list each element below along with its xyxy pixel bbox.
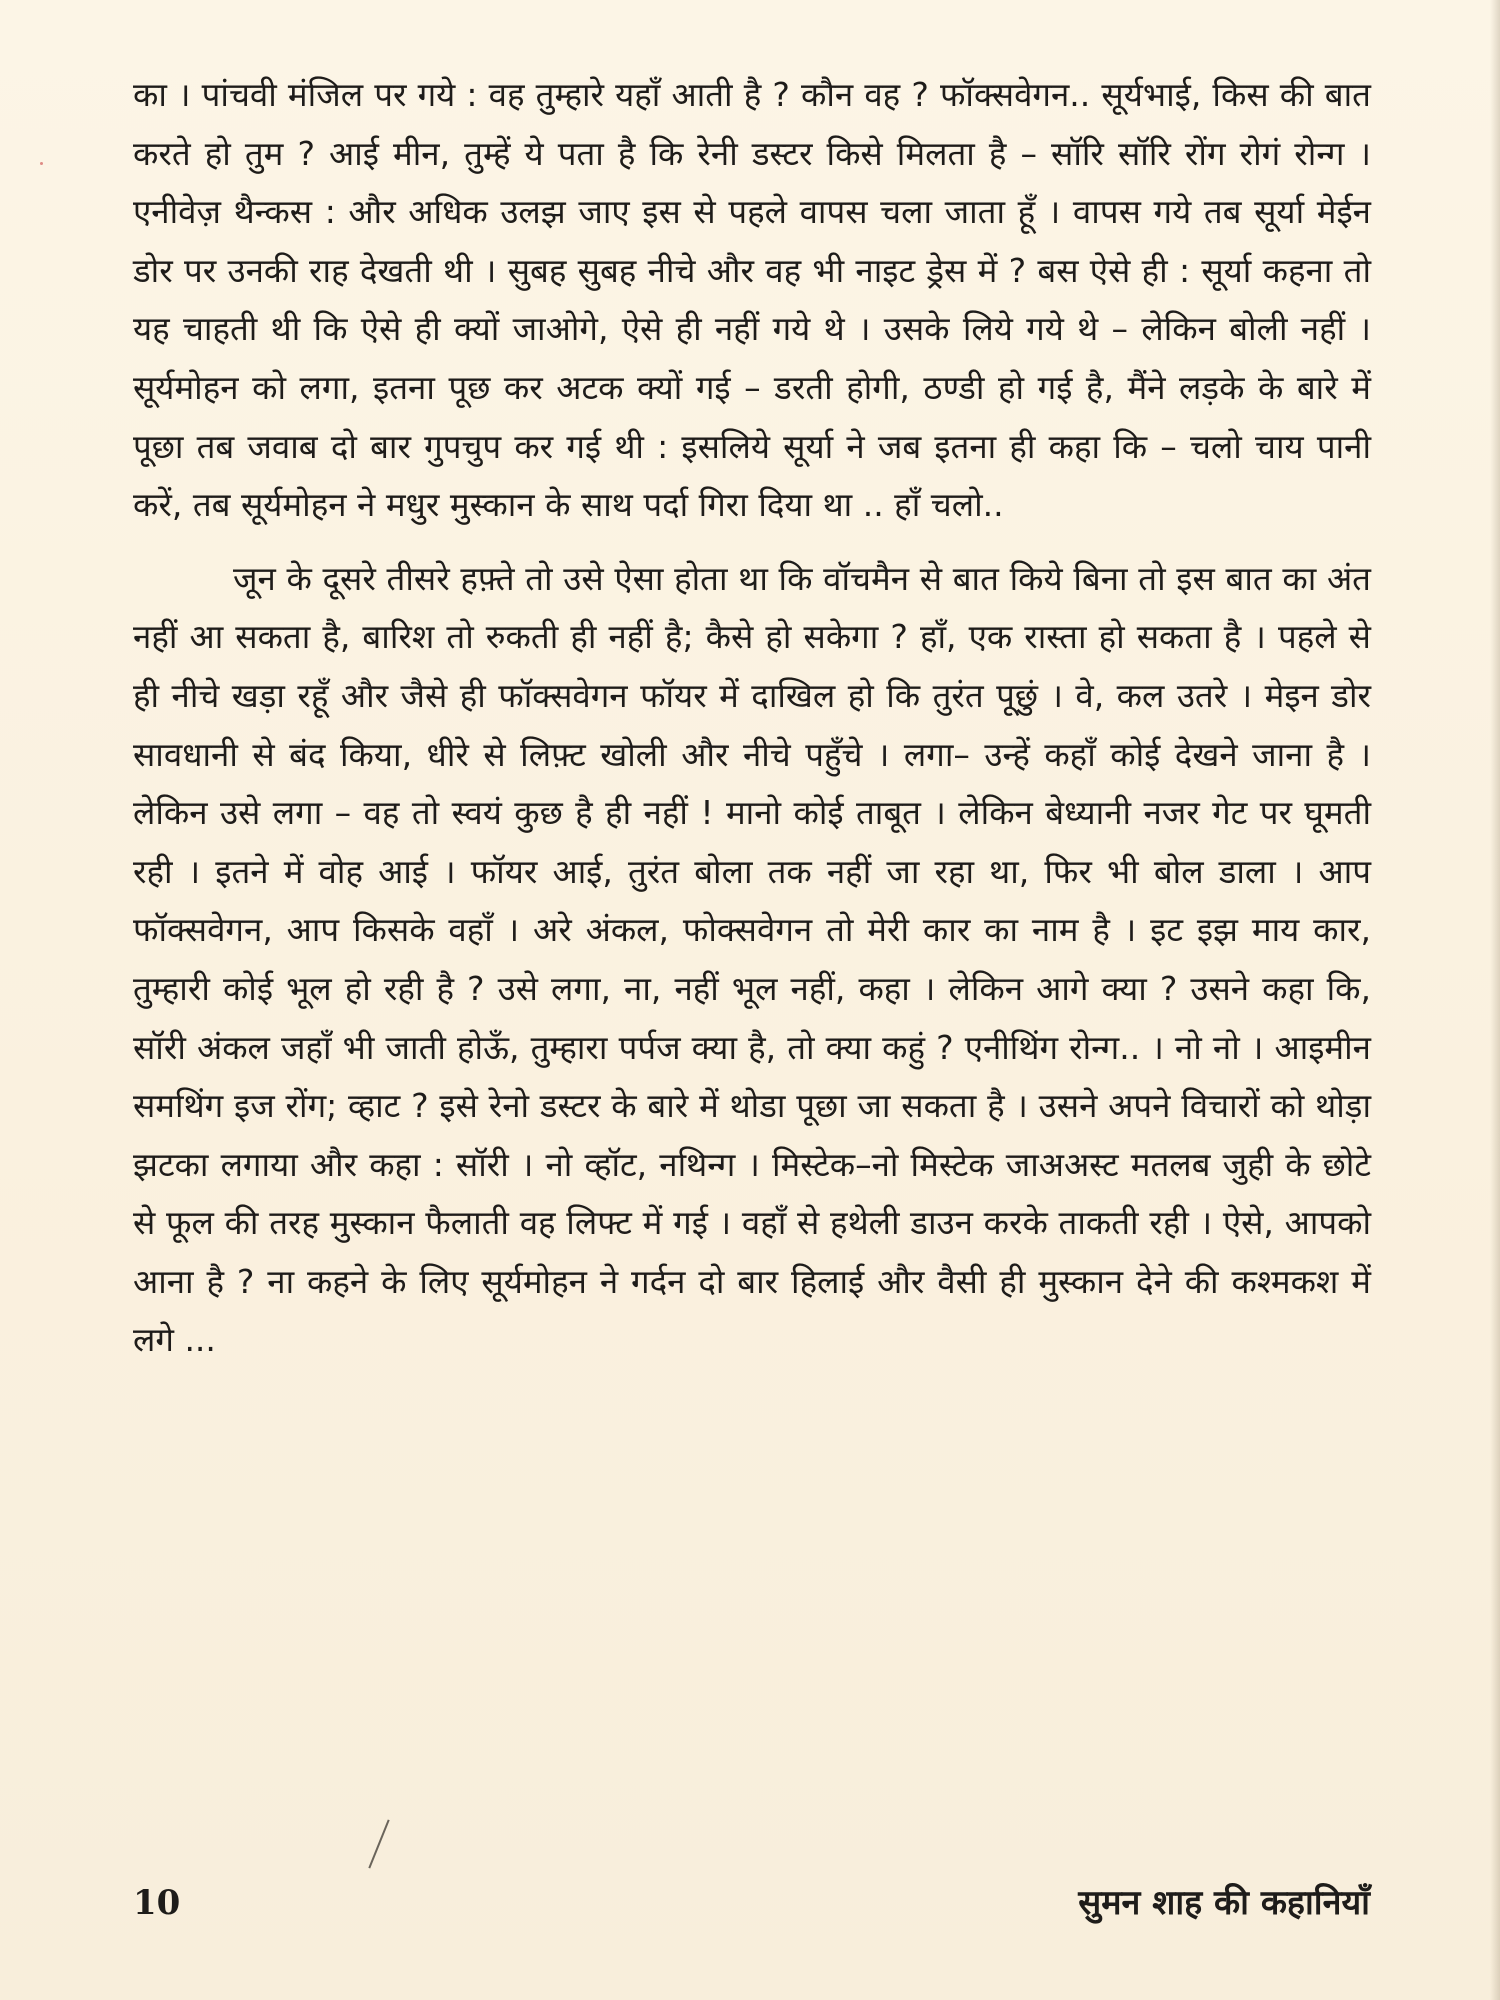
- scan-edge-shadow: [1490, 0, 1500, 2000]
- pen-stroke-mark: [368, 1820, 389, 1869]
- running-title: सुमन शाह की कहानियाँ: [1078, 1883, 1370, 1923]
- paragraph-1: का । पांचवी मंजिल पर गये : वह तुम्हारे यहाँ आती है ? कौन वह ? फॉक्सवेगन.. सूर्यभाई, किस की बात करते हो तुम ? आई मीन, तुम्हें ये पता है कि रेनी डस्टर किसे मिलता है – सॉरि सॉरि रोंग रोगं रोन्ग । एनीवेज़ थैन्कस : और अधिक उलझ जाए इस से पहले वापस चला जाता हूँ । वापस गये तब सूर्या मेईन डोर पर उनकी राह देखती थी । सुबह सुबह नीचे और वह भी नाइट ड्रेस में ? बस ऐसे ही : सूर्या कहना तो यह चाहती थी कि ऐसे ही क्यों जाओगे, ऐसे ही नहीं गये थे । उसके लिये गये थे – लेकिन बोली नहीं । सूर्यमोहन को लगा, इतना पूछ कर अटक क्यों गई – डरती होगी, ठण्डी हो गई है, मैंने लड़के के बारे में पूछा तब जवाब दो बार गुपचुप कर गई थी : इसलिये सूर्या ने जब इतना ही कहा कि – चलो चाय पानी करें, तब सूर्यमोहन ने मधुर मुस्कान के साथ पर्दा गिरा दिया था .. हाँ चलो..: [133, 75, 1371, 525]
- paragraph-2: जून के दूसरे तीसरे हफ़्ते तो उसे ऐसा होता था कि वॉचमैन से बात किये बिना तो इस बात का अंत नहीं आ सकता है, बारिश तो रुकती ही नहीं है; कैसे हो सकेगा ? हाँ, एक रास्ता हो सकता है । पहले से ही नीचे खड़ा रहूँ और जैसे ही फॉक्सवेगन फॉयर में दाखिल हो कि तुरंत पूछुं । वे, कल उतरे । मेइन डोर सावधानी से बंद किया, धीरे से लिफ़्ट खोली और नीचे पहुँचे । लगा– उन्हें कहाँ कोई देखने जाना है । लेकिन उसे लगा – वह तो स्वयं कुछ है ही नहीं ! मानो कोई ताबूत । लेकिन बेध्यानी नजर गेट पर घूमती रही । इतने में वोह आई । फॉयर आई, तुरंत बोला तक नहीं जा रहा था, फिर भी बोल डाला । आप फॉक्सवेगन, आप किसके वहाँ । अरे अंकल, फोक्सवेगन तो मेरी कार का नाम है । इट इझ माय कार, तुम्हारी कोई भूल हो रही है ? उसे लगा, ना, नहीं भूल नहीं, कहा । लेकिन आगे क्या ? उसने कहा कि, सॉरी अंकल जहाँ भी जाती होऊँ, तुम्हारा पर्पज क्या है, तो क्या कहुं ? एनीथिंग रोन्ग.. । नो नो । आइमीन समथिंग इज रोंग; व्हाट ? इसे रेनो डस्टर के बारे में थोडा पूछा जा सकता है । उसने अपने विचारों को थोड़ा झटका लगाया और कहा : सॉरी । नो व्हॉट, नथिन्ग । मिस्टेक–नो मिस्टेक जाअअस्ट मतलब जुही के छोटे से फूल की तरह मुस्कान फैलाती वह लिफ्ट में गई । वहाँ से हथेली डाउन करके ताकती रही । ऐसे, आपको आना है ? ना कहने के लिए सूर्यमोहन ने गर्दन दो बार हिलाई और वैसी ही मुस्कान देने की कश्मकश में लगे ...: [133, 558, 1371, 1360]
- page-body: [133, 66, 1371, 1370]
- ink-speck: [40, 162, 43, 165]
- page-footer: [133, 1878, 1370, 1938]
- page-number: 10: [133, 1883, 181, 1923]
